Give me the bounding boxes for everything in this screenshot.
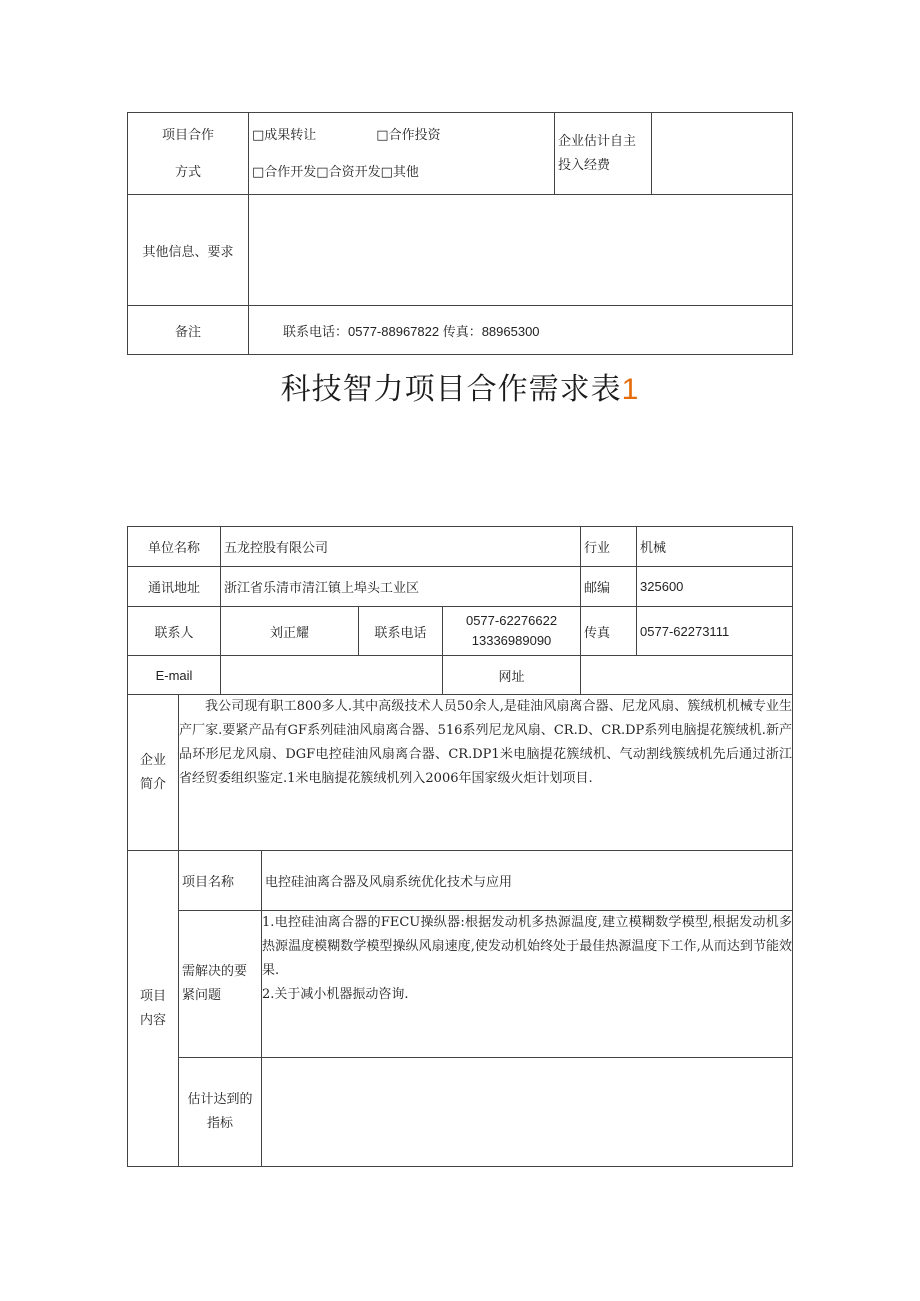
industry-label: 行业	[581, 527, 637, 567]
page-title-text: 科技智力项目合作需求表	[280, 372, 622, 407]
problems-label-line1: 需解决的要	[182, 964, 248, 979]
target-label-line1: 估计达到的	[187, 1092, 253, 1107]
option-result-transfer[interactable]: □成果转让	[252, 127, 317, 143]
company-intro-text[interactable]: 我公司现有职工800多人.其中高级技术人员50余人,是硅油风扇离合器、尼龙风扇、簇绒机机械专业生产厂家.要紧产品有GF系列硅油风扇离合器、516系列尼龙风扇、CR.D、CR.DP系列电脑提花簇绒机.新产品环形尼龙风扇、DGF电控硅油风扇离合器、CR.DP1米电脑提花簇绒机、气动割线簇绒机先后通过浙江省经贸委组织鉴定.1米电脑提花簇绒机列入2006年国家级火炬计划项目.	[179, 695, 793, 851]
intro-label-line1: 企业	[139, 752, 166, 768]
website-label: 网址	[443, 656, 581, 695]
problems-label-line2: 紧问题	[182, 988, 222, 1003]
address-label: 通讯地址	[128, 567, 221, 607]
page-title	[0, 364, 920, 408]
phone-label: 联系电话	[359, 607, 443, 656]
postcode-value[interactable]: 325600	[637, 567, 793, 607]
option-joint-investment[interactable]: □合作投资	[376, 127, 441, 143]
content-label-line2: 内容	[139, 1012, 166, 1028]
phone-value-1: 0577-62276622	[465, 613, 558, 628]
industry-value[interactable]: 机械	[637, 527, 793, 567]
fax-label: 传真	[581, 607, 637, 656]
contact-value[interactable]: 刘正耀	[221, 607, 359, 656]
requirement-form-table	[127, 526, 793, 1167]
content-label-line1: 项目	[139, 988, 166, 1004]
coop-mode-label-line1: 项目合作	[161, 127, 214, 143]
problem-item-2: 2.关于减小机器振动咨询.	[262, 987, 409, 1002]
self-investment-value[interactable]	[652, 113, 793, 195]
phone-value-cell[interactable]	[443, 607, 581, 656]
page-title-number: 1	[621, 373, 640, 406]
email-label: E-mail	[128, 656, 221, 695]
other-info-value[interactable]	[249, 195, 793, 306]
contact-label: 联系人	[128, 607, 221, 656]
other-info-label: 其他信息、要求	[128, 195, 249, 306]
content-label-cell	[128, 851, 179, 1167]
problems-value-cell[interactable]	[262, 911, 793, 1058]
target-label-line2: 指标	[207, 1116, 234, 1131]
unit-name-value[interactable]: 五龙控股有限公司	[221, 527, 581, 567]
coop-mode-options-line2[interactable]: □合作开发□合资开发□其他	[252, 164, 419, 180]
intro-label-cell	[128, 695, 179, 851]
intro-label-line2: 简介	[139, 776, 166, 792]
problem-item-1: 1.电控硅油离合器的FECU操纵器:根据发动机多热源温度,建立模糊数学模型,根据发动机多热源温度模糊数学模型操纵风扇速度,使发动机始终处于最佳热源温度下工作,从而达到节能效果.	[262, 915, 793, 978]
website-value[interactable]	[581, 656, 793, 695]
project-name-label: 项目名称	[179, 851, 262, 911]
coop-mode-label-line2: 方式	[174, 164, 201, 180]
target-value[interactable]	[262, 1058, 793, 1167]
self-investment-label-cell	[555, 113, 652, 195]
self-investment-label-line1: 企业估计自主	[558, 133, 637, 149]
email-value[interactable]	[221, 656, 443, 695]
fax-value[interactable]: 0577-62273111	[637, 607, 793, 656]
project-name-value[interactable]: 电控硅油离合器及风扇系统优化技术与应用	[262, 851, 793, 911]
phone-value-2: 13336989090	[471, 633, 552, 648]
postcode-label: 邮编	[581, 567, 637, 607]
cooperation-table	[127, 112, 793, 355]
remarks-label: 备注	[128, 306, 249, 355]
target-label-cell	[179, 1058, 262, 1167]
remarks-value: 联系电话：0577-88967822 传真：88965300	[249, 306, 793, 355]
self-investment-label-line2: 投入经费	[558, 157, 611, 173]
coop-mode-label-cell	[128, 113, 249, 195]
unit-name-label: 单位名称	[128, 527, 221, 567]
address-value[interactable]: 浙江省乐清市清江镇上埠头工业区	[221, 567, 581, 607]
problems-label-cell	[179, 911, 262, 1058]
coop-mode-options-cell	[249, 113, 555, 195]
